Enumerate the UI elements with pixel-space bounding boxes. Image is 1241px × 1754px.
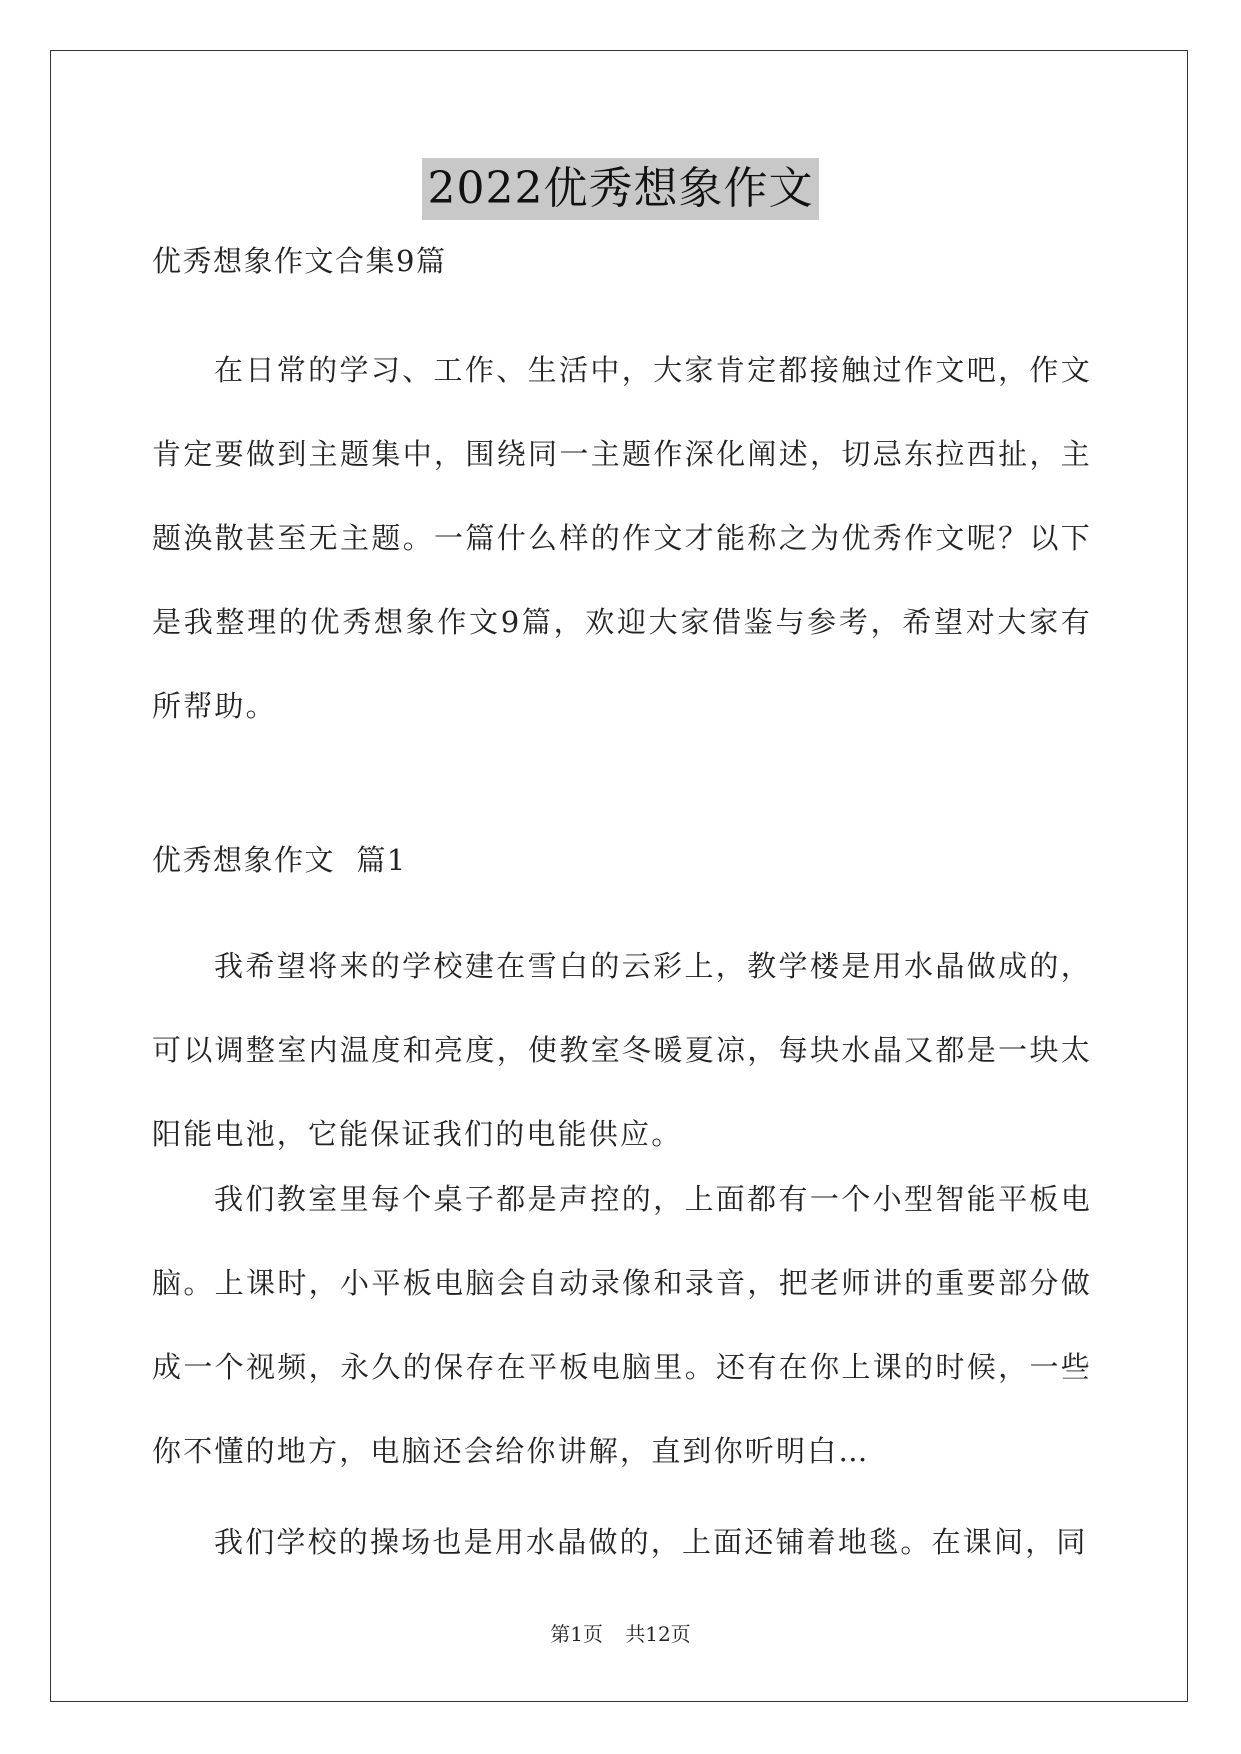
body-paragraph-3: 我们学校的操场也是用水晶做的，上面还铺着地毯。在课间，同 (214, 1525, 1088, 1559)
document-title: 2022优秀想象作文 (422, 158, 820, 220)
section-heading: 优秀想象作文 篇1 (152, 843, 407, 877)
body-paragraph-1: 我希望将来的学校建在雪白的云彩上，教学楼是用水晶做成的，可以调整室内温度和亮度，使教室冬暖夏凉，每块水晶又都是一块太阳能电池，它能保证我们的电能供应。 (152, 949, 1092, 1151)
page-footer (0, 1618, 1241, 1647)
intro-paragraph: 在日常的学习、工作、生活中，大家肯定都接触过作文吧，作文肯定要做到主题集中，围绕同一主题作深化阐述，切忌东拉西扯，主题涣散甚至无主题。一篇什么样的作文才能称之为优秀作文呢？以下是我整理的优秀想象作文9篇，欢迎大家借鉴与参考，希望对大家有所帮助。 (152, 353, 1092, 723)
page-number-current: 第1页 (550, 1622, 603, 1646)
title-container (0, 158, 1241, 220)
document-subtitle: 优秀想象作文合集9篇 (152, 244, 447, 278)
page-number-total: 共12页 (625, 1622, 691, 1646)
body-paragraph-2: 我们教室里每个桌子都是声控的，上面都有一个小型智能平板电脑。上课时，小平板电脑会自动录像和录音，把老师讲的重要部分做成一个视频，永久的保存在平板电脑里。还有在你上课的时候，一些你不懂的地方，电脑还会给你讲解，直到你听明白… (152, 1182, 1092, 1468)
